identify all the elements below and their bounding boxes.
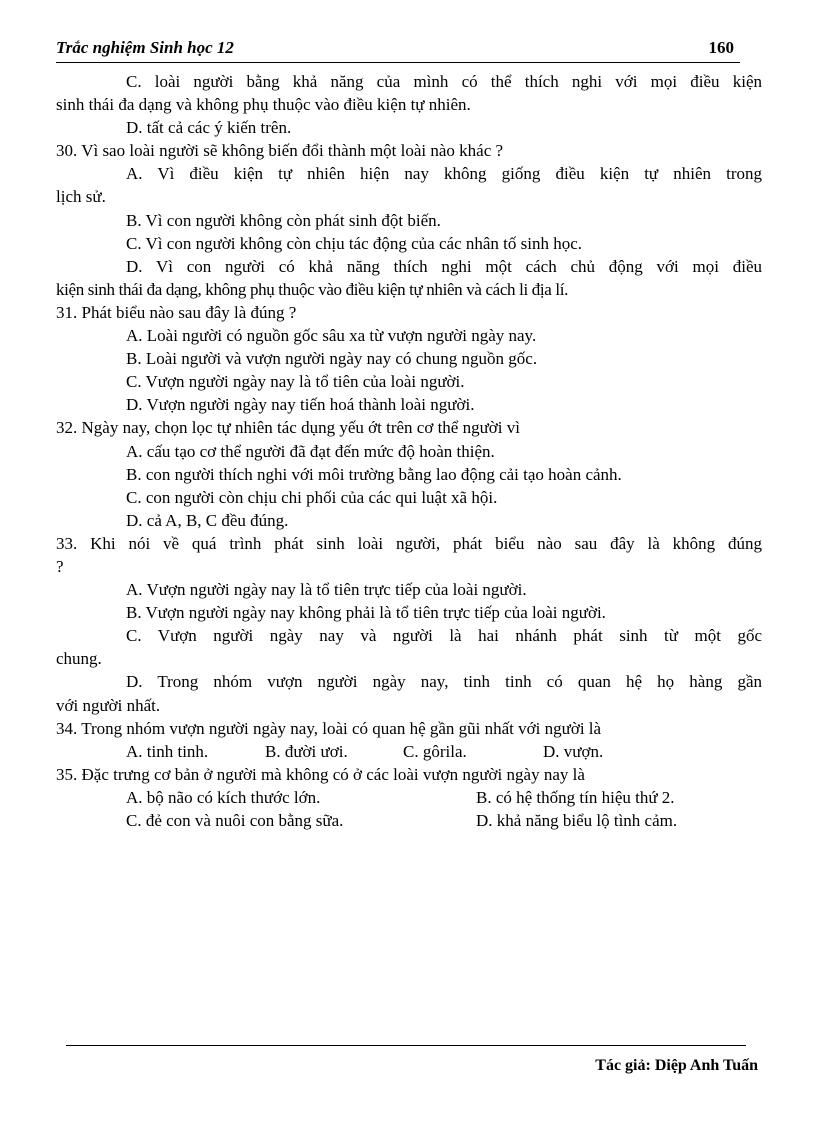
text-line: D. Vượn người ngày nay tiến hoá thành loài người. — [126, 395, 475, 415]
options-row — [56, 740, 762, 763]
option-a: A. bộ não có kích thước lớn. — [126, 787, 321, 807]
option-b: B. đười ươi. — [265, 741, 348, 761]
question-33: 33. Khi nói về quá trình phát sinh loài người, phát biểu nào sau đây là không đúng — [56, 533, 762, 553]
text-line: ? — [56, 556, 64, 576]
text-line: C. con người còn chịu chi phối của các qui luật xã hội. — [126, 487, 498, 507]
question-35: 35. Đặc trưng cơ bản ở người mà không có ở các loài vượn người ngày nay là — [56, 764, 585, 784]
text-line: chung. — [56, 649, 102, 669]
header-title: Trắc nghiệm Sinh học 12 — [56, 38, 234, 57]
text-line: A. cấu tạo cơ thể người đã đạt đến mức độ hoàn thiện. — [126, 441, 495, 461]
text-line: B. Vì con người không còn phát sinh đột biến. — [126, 210, 441, 230]
option-d: D. khả năng biểu lộ tình cảm. — [476, 811, 678, 830]
text-line: C. loài người bằng khả năng của mình có thể thích nghi với mọi điều kiện — [126, 72, 762, 91]
footer-author: Tác giả: Diệp Anh Tuấn — [595, 1057, 758, 1074]
text-line: C. Vì con người không còn chịu tác động của các nhân tố sinh học. — [126, 233, 583, 253]
option-b: B. có hệ thống tín hiệu thứ 2. — [476, 787, 675, 807]
text-line: B. Loài người và vượn người ngày nay có chung nguồn gốc. — [126, 349, 538, 369]
text-line: lịch sử. — [56, 187, 106, 207]
option-c: C. đẻ con và nuôi con bằng sữa. — [126, 811, 344, 830]
text-line: D. tất cả các ý kiến trên. — [126, 118, 292, 138]
question-31: 31. Phát biểu nào sau đây là đúng ? — [56, 302, 297, 322]
options-row — [56, 786, 762, 809]
text-line: A. Vì điều kiện tự nhiên hiện nay không giống điều kiện tự nhiên trong — [126, 164, 762, 184]
text-line: C. Vượn người ngày nay và người là hai nhánh phát sinh từ một gốc — [126, 626, 762, 646]
question-32: 32. Ngày nay, chọn lọc tự nhiên tác dụng yếu ớt trên cơ thể người vì — [56, 418, 520, 438]
text-line: sinh thái đa dạng và không phụ thuộc vào điều kiện tự nhiên. — [56, 95, 471, 115]
question-30: 30. Vì sao loài người sẽ không biến đổi thành một loài nào khác ? — [56, 141, 504, 161]
page-body — [56, 70, 762, 832]
option-a: A. tinh tinh. — [126, 741, 209, 761]
options-row — [56, 809, 762, 832]
text-line: D. cả A, B, C đều đúng. — [126, 510, 289, 530]
page-number: 160 — [708, 38, 734, 57]
footer-divider — [66, 1045, 746, 1046]
option-d: D. vượn. — [543, 741, 604, 761]
text-line: A. Loài người có nguồn gốc sâu xa từ vượn người ngày nay. — [126, 326, 537, 346]
text-line: B. con người thích nghi với môi trường bằng lao động cải tạo hoàn cảnh. — [126, 464, 622, 484]
text-line: C. Vượn người ngày nay là tổ tiên của loài người. — [126, 372, 465, 392]
text-line: D. Vì con người có khả năng thích nghi một cách chủ động với mọi điều — [126, 256, 762, 276]
text-line: với người nhất. — [56, 695, 161, 715]
text-line: kiện sinh thái đa dạng, không phụ thuộc vào điều kiện tự nhiên và cách li địa lí. — [56, 279, 568, 299]
option-c: C. gôrila. — [403, 741, 467, 761]
header-divider — [56, 62, 740, 63]
page-header — [56, 38, 740, 62]
question-34: 34. Trong nhóm vượn người ngày nay, loài có quan hệ gần gũi nhất với người là — [56, 718, 602, 738]
text-line: A. Vượn người ngày nay là tổ tiên trực tiếp của loài người. — [126, 580, 527, 600]
text-line: B. Vượn người ngày nay không phải là tổ tiên trực tiếp của loài người. — [126, 603, 606, 623]
text-line: D. Trong nhóm vượn người ngày nay, tinh tinh có quan hệ họ hàng gần — [126, 672, 762, 692]
